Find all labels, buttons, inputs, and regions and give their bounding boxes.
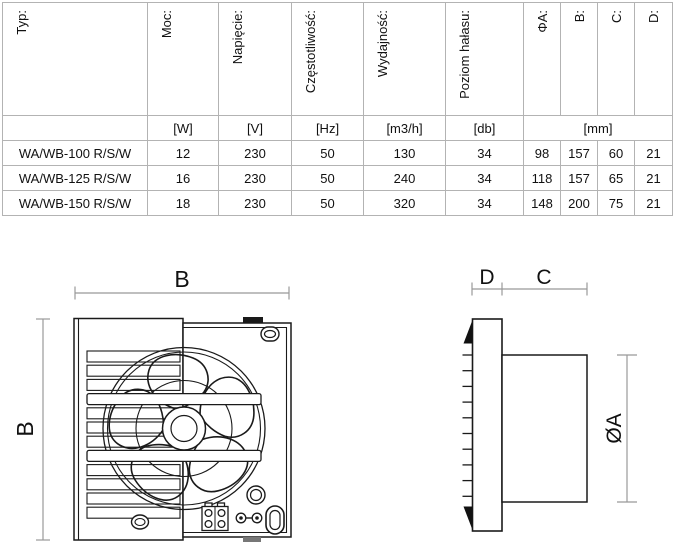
data-cell: 50 bbox=[292, 141, 364, 166]
dim-d-c bbox=[472, 266, 587, 296]
header-cell-typ bbox=[3, 3, 148, 116]
data-cell: 230 bbox=[219, 166, 292, 191]
header-label: Poziom hałasu: bbox=[457, 10, 472, 99]
cable-gland bbox=[247, 486, 265, 504]
screw-hole-top bbox=[261, 327, 279, 341]
dim-diameter-a bbox=[603, 355, 637, 502]
data-cell: 60 bbox=[598, 141, 635, 166]
front-panel-side bbox=[473, 319, 503, 531]
header-cell-napiecie bbox=[219, 3, 292, 116]
header-label: ΦA: bbox=[535, 10, 550, 33]
grille-cross-bar bbox=[87, 394, 261, 405]
header-cell-moc bbox=[148, 3, 219, 116]
spec-table bbox=[2, 2, 673, 216]
data-cell: 50 bbox=[292, 191, 364, 216]
data-cell: 34 bbox=[446, 166, 524, 191]
data-cell: 157 bbox=[561, 166, 598, 191]
data-cell: 21 bbox=[635, 166, 673, 191]
louver-wedge-bottom bbox=[464, 507, 473, 531]
grille-screw bbox=[132, 515, 149, 529]
unit-cell-mm: [mm] bbox=[524, 116, 673, 141]
dim-d-label: D bbox=[479, 266, 495, 289]
dim-diameter-label: ØA bbox=[603, 413, 626, 444]
header-cell-wydajnosc bbox=[364, 3, 446, 116]
data-cell: 230 bbox=[219, 191, 292, 216]
data-cell: 34 bbox=[446, 191, 524, 216]
model-cell: WA/WB-150 R/S/W bbox=[3, 191, 148, 216]
header-label: Typ: bbox=[14, 10, 29, 35]
unit-cell: [V] bbox=[219, 116, 292, 141]
unit-cell: [Hz] bbox=[292, 116, 364, 141]
data-cell: 16 bbox=[148, 166, 219, 191]
data-cell: 200 bbox=[561, 191, 598, 216]
data-cell: 50 bbox=[292, 166, 364, 191]
data-cell: 148 bbox=[524, 191, 561, 216]
header-label: Częstotliwość: bbox=[303, 10, 318, 94]
header-cell-d bbox=[635, 3, 673, 116]
louver-ticks bbox=[463, 355, 473, 496]
data-cell: 18 bbox=[148, 191, 219, 216]
technical-drawing bbox=[0, 255, 674, 548]
dim-b-left bbox=[12, 319, 50, 540]
data-cell: 240 bbox=[364, 166, 446, 191]
data-cell: 21 bbox=[635, 191, 673, 216]
header-label: Wydajność: bbox=[375, 10, 390, 78]
data-cell: 65 bbox=[598, 166, 635, 191]
dim-b-left-label: B bbox=[12, 421, 38, 437]
data-cell: 230 bbox=[219, 141, 292, 166]
front-view bbox=[74, 317, 291, 542]
louver-wedge-top bbox=[464, 320, 473, 344]
dim-b-top bbox=[75, 266, 289, 300]
data-cell: 21 bbox=[635, 141, 673, 166]
data-cell: 12 bbox=[148, 141, 219, 166]
data-cell: 320 bbox=[364, 191, 446, 216]
header-label: D: bbox=[646, 10, 661, 23]
dim-b-top-label: B bbox=[174, 266, 190, 292]
unit-cell: [db] bbox=[446, 116, 524, 141]
duct bbox=[502, 355, 587, 502]
data-cell: 118 bbox=[524, 166, 561, 191]
header-cell-czestotliwosc bbox=[292, 3, 364, 116]
table-row bbox=[3, 191, 673, 216]
housing-top-tab bbox=[243, 317, 263, 324]
header-cell-b bbox=[561, 3, 598, 116]
data-cell: 75 bbox=[598, 191, 635, 216]
header-row bbox=[3, 3, 673, 116]
dim-c-label: C bbox=[536, 266, 552, 289]
unit-cell-empty bbox=[3, 116, 148, 141]
header-cell-poziom-halasu bbox=[446, 3, 524, 116]
header-label: B: bbox=[572, 10, 587, 23]
data-cell: 157 bbox=[561, 141, 598, 166]
header-label: Moc: bbox=[159, 10, 174, 39]
fan-hub bbox=[163, 407, 206, 450]
model-cell: WA/WB-125 R/S/W bbox=[3, 166, 148, 191]
table-row bbox=[3, 166, 673, 191]
side-view bbox=[463, 319, 588, 531]
model-cell: WA/WB-100 R/S/W bbox=[3, 141, 148, 166]
units-row bbox=[3, 116, 673, 141]
data-cell: 34 bbox=[446, 141, 524, 166]
terminal-block bbox=[202, 503, 228, 531]
header-cell-c bbox=[598, 3, 635, 116]
unit-cell: [m3/h] bbox=[364, 116, 446, 141]
header-label: C: bbox=[609, 10, 624, 23]
data-cell: 98 bbox=[524, 141, 561, 166]
header-label: Napięcie: bbox=[230, 10, 245, 65]
housing-bottom-tab bbox=[243, 537, 261, 542]
unit-cell: [W] bbox=[148, 116, 219, 141]
header-cell-fi-a bbox=[524, 3, 561, 116]
table-row bbox=[3, 141, 673, 166]
data-cell: 130 bbox=[364, 141, 446, 166]
grille-cross-bar bbox=[87, 450, 261, 461]
